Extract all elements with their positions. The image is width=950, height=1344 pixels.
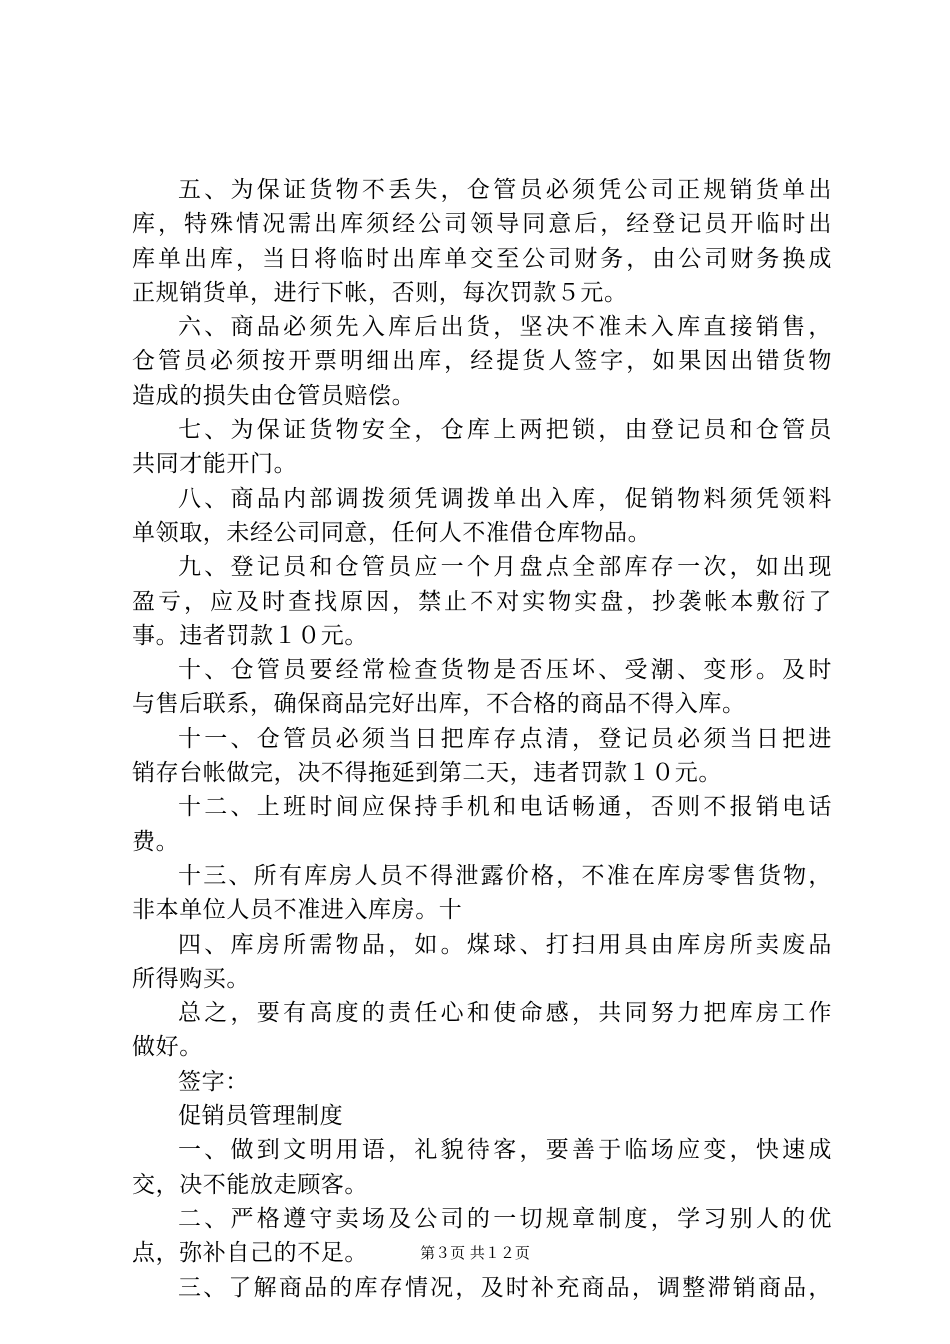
text-line: 三、了解商品的库存情况，及时补充商品，调整滞销商品， [178,1274,832,1301]
document-body [132,173,832,1305]
text-line: 所得购买。 [132,965,250,992]
text-line: 九、登记员和仓管员应一个月盘点全部库存一次，如出现 [178,554,832,581]
text-line: 六、商品必须先入库后出货，坚决不准未入库直接销售， [178,314,832,341]
text-line: 七、为保证货物安全，仓库上两把锁，由登记员和仓管员 [178,417,832,444]
text-line: 十二、上班时间应保持手机和电话畅通，否则不报销电话 [178,794,832,821]
text-line: 签字： [178,1068,249,1095]
text-line: 销存台帐做完，决不得拖延到第二天，违者罚款１０元。 [132,760,722,787]
text-line: 总之，要有高度的责任心和使命感，共同努力把库房工作 [178,1000,832,1027]
text-line: 十一、仓管员必须当日把库存点清，登记员必须当日把进 [178,725,832,752]
text-line: 一、做到文明用语，礼貌待客，要善于临场应变，快速成 [178,1137,832,1164]
text-line: 事。违者罚款１０元。 [132,622,368,649]
text-line: 共同才能开门。 [132,451,298,478]
text-line: 交，决不能放走顾客。 [132,1171,368,1198]
text-line: 五、为保证货物不丢失，仓管员必须凭公司正规销货单出 [178,177,832,203]
text-line: 造成的损失由仓管员赔偿。 [132,382,416,409]
page-number-footer: 第３页 共１２页 [420,1244,530,1262]
text-line: 八、商品内部调拨须凭调拨单出入库，促销物料须凭领料 [178,485,832,512]
text-line: 库，特殊情况需出库须经公司领导同意后，经登记员开临时出 [132,211,832,238]
text-line: 正规销货单，进行下帐，否则，每次罚款５元。 [132,279,628,306]
text-line: 费。 [132,828,180,855]
text-line: 做好。 [132,1034,203,1061]
text-line: 单领取，未经公司同意，任何人不准借仓库物品。 [132,519,652,546]
text-line: 库单出库，当日将临时出库单交至公司财务，由公司财务换成 [132,245,832,272]
text-line: 促销员管理制度 [178,1103,344,1130]
text-line: 非本单位人员不准进入库房。十 [132,897,463,924]
text-line: 十、仓管员要经常检查货物是否压坏、受潮、变形。及时 [178,657,832,684]
text-line: 仓管员必须按开票明细出库，经提货人签字，如果因出错货物 [132,348,832,375]
text-line: 点，弥补自己的不足。 [132,1240,368,1267]
text-line: 与售后联系，确保商品完好出库，不合格的商品不得入库。 [132,691,746,718]
text-line: 四、库房所需物品，如。煤球、打扫用具由库房所卖废品 [178,931,832,958]
text-line: 盈亏，应及时查找原因，禁止不对实物实盘，抄袭帐本敷衍了 [132,588,832,615]
text-line: 十三、所有库房人员不得泄露价格，不准在库房零售货物， [178,862,832,889]
text-line: 二、严格遵守卖场及公司的一切规章制度，学习别人的优 [178,1205,832,1232]
